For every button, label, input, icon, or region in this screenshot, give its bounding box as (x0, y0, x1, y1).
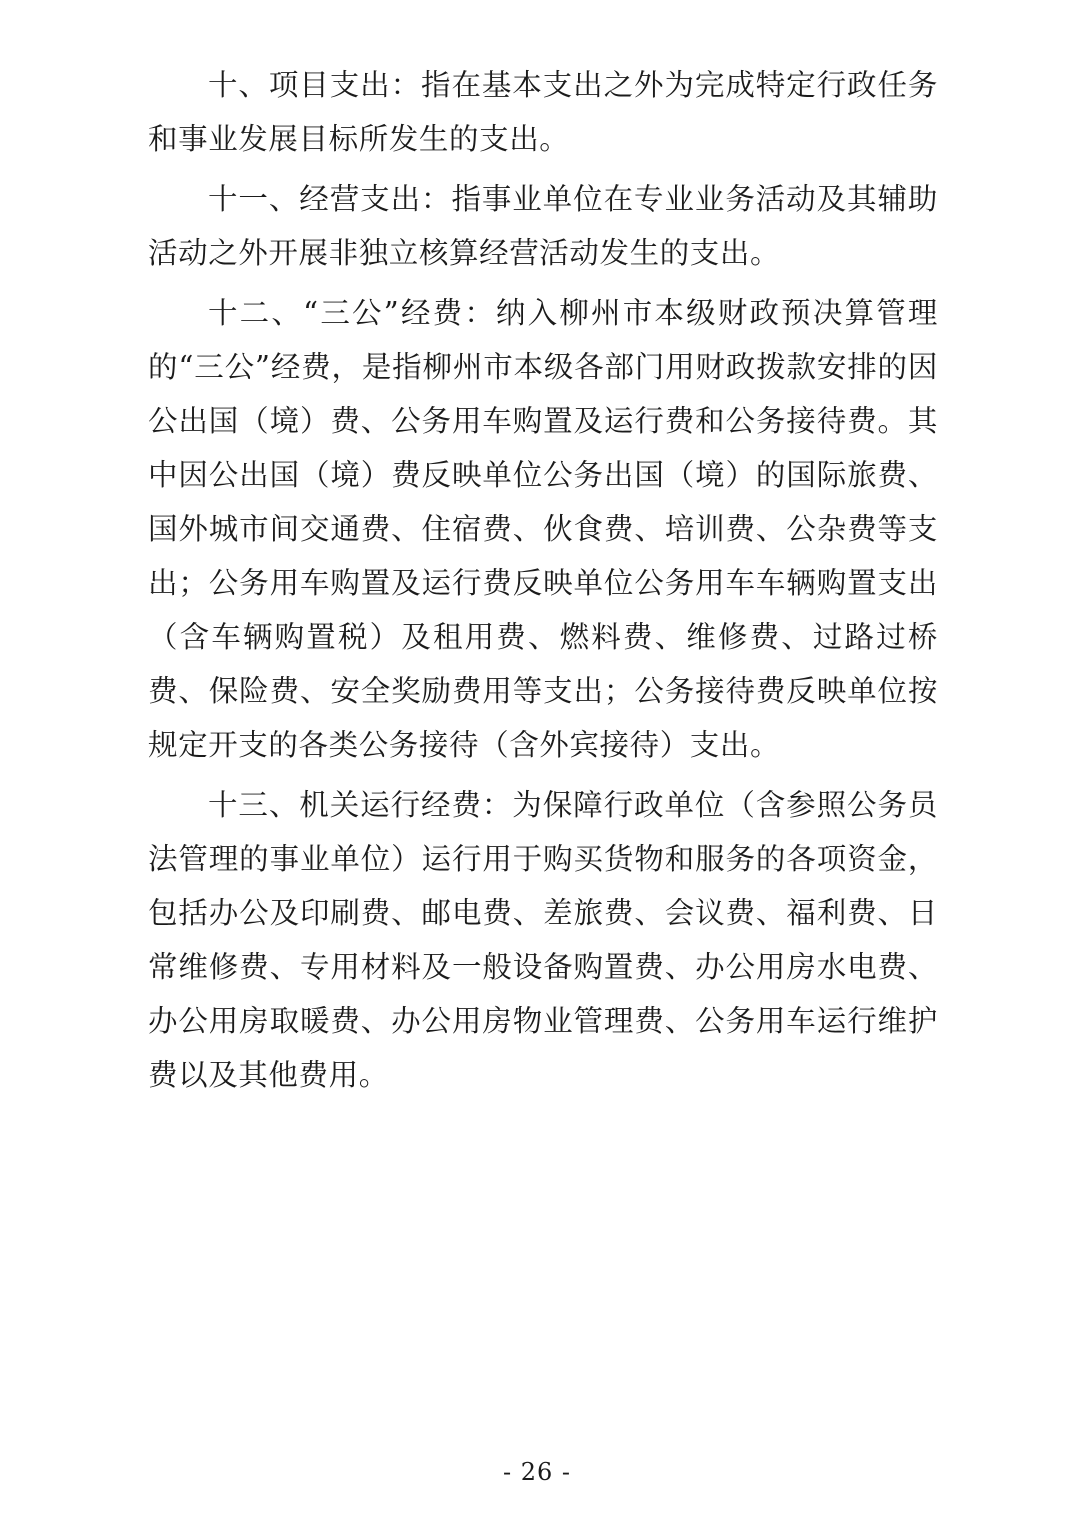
page-number: - 26 - (502, 1458, 571, 1486)
paragraph-item: 十二、“三公”经费：纳入柳州市本级财政预决算管理的“三公”经费，是指柳州市本级各部门用财政拨款安排的因公出国（境）费、公务用车购置及运行费和公务接待费。其中因公出国（境）费反映单位公务出国（境）的国际旅费、国外城市间交通费、住宿费、伙食费、培训费、公杂费等支出；公务用车购置及运行费反映单位公务用车车辆购置支出（含车辆购置税）及租用费、燃料费、维修费、过路过桥费、保险费、安全奖励费用等支出；公务接待费反映单位按规定开支的各类公务接待（含外宾接待）支出。 (148, 296, 938, 762)
document-body (148, 58, 938, 1108)
paragraph-item: 十一、经营支出：指事业单位在专业业务活动及其辅助活动之外开展非独立核算经营活动发生的支出。 (148, 182, 938, 270)
paragraph-item: 十、项目支出：指在基本支出之外为完成特定行政任务和事业发展目标所发生的支出。 (148, 68, 938, 156)
paragraph-item: 十三、机关运行经费：为保障行政单位（含参照公务员法管理的事业单位）运行用于购买货物和服务的各项资金，包括办公及印刷费、邮电费、差旅费、会议费、福利费、日常维修费、专用材料及一般设备购置费、办公用房水电费、办公用房取暖费、办公用房物业管理费、公务用车运行维护费以及其他费用。 (148, 788, 938, 1092)
